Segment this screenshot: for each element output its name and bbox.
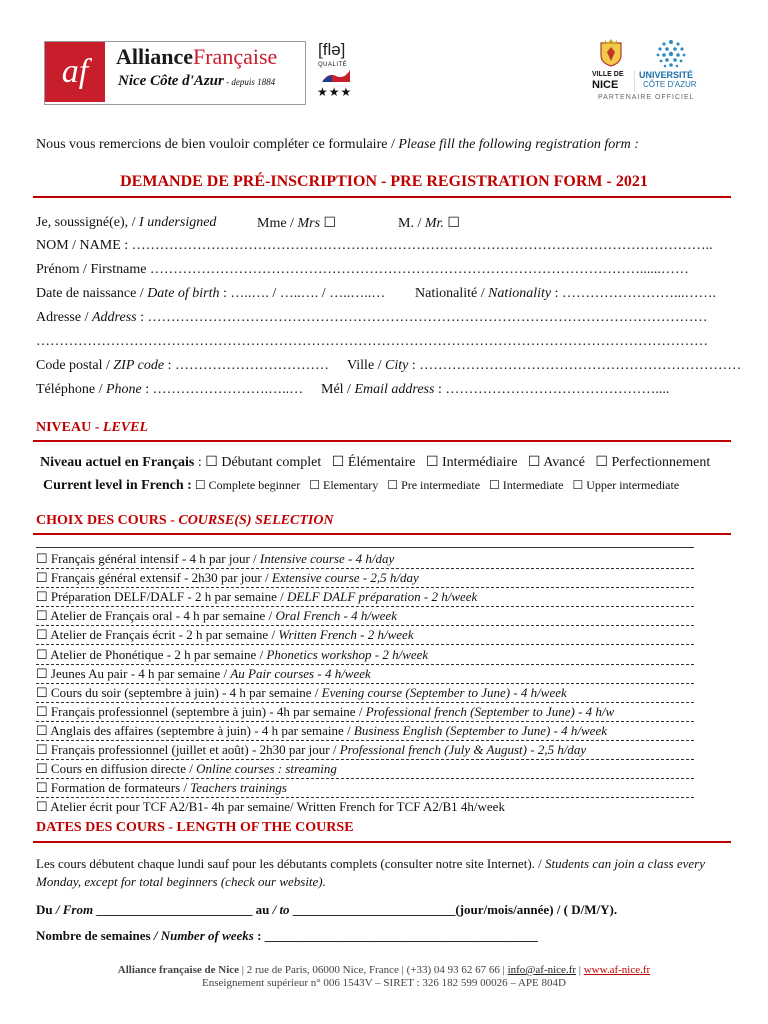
course-option[interactable] [36, 741, 694, 760]
af-city-text: Nice Côte d'Azur [118, 73, 224, 89]
tel-en: Phone [105, 382, 142, 397]
mr-checkbox[interactable]: ☐ [447, 216, 460, 231]
intro-text [36, 137, 639, 153]
course-checkbox[interactable]: ☐ [36, 551, 51, 566]
french-flag-icon [322, 70, 350, 82]
course-label-en: Business English (September to June) - 4 h/week [353, 722, 607, 738]
level-en-label: Current level in French [43, 478, 184, 493]
city-field[interactable] [347, 358, 741, 374]
weeks-en: / Number of weeks [153, 928, 254, 943]
course-label-fr: Préparation DELF/DALF - 2 h par semaine / [50, 589, 288, 605]
level-title-fr: NIVEAU - [36, 420, 103, 435]
tel-fr: Téléphone / [36, 382, 106, 397]
level-en-row: Current level in French : ☐ Complete beginner ☐ Elementary ☐ Pre intermediate ☐ Intermediate ☐ Upper intermediate [43, 478, 680, 493]
date-format-fr: (jour/mois/année) [455, 902, 557, 917]
course-label-fr: Français professionnel (juillet et août) - 2h30 par jour / [50, 742, 340, 757]
level-option-avance[interactable]: ☐ Avancé [527, 455, 585, 470]
level-option-label: Elementary [322, 478, 379, 492]
mail-fr: Mél / [321, 382, 355, 397]
nat-fr: Nationalité / [415, 286, 489, 301]
af-logo-city [118, 73, 275, 90]
undersigned-en: I undersigned [139, 215, 217, 230]
level-option-complete-beginner[interactable]: ☐ Complete beginner [194, 478, 301, 492]
af-since-text: - depuis 1884 [223, 77, 276, 87]
dates-text-fr: Les cours débutent chaque lundi sauf pour les débutants complets (consulter notre site Internet). / [36, 856, 546, 871]
course-checkbox[interactable]: ☐ [36, 799, 51, 815]
course-label-en: Professional french (September to June) - 4 h/w [365, 703, 615, 719]
course-label-en: Extensive course - 2,5 h/day [271, 570, 419, 586]
course-option[interactable] [36, 703, 694, 722]
course-checkbox[interactable]: ☐ [36, 742, 51, 757]
dob-fr: Date de naissance / [36, 286, 148, 301]
course-option[interactable] [36, 798, 694, 816]
nat-en: Nationality [488, 286, 552, 301]
course-checkbox[interactable]: ☐ [36, 589, 51, 605]
addr-dots: : ………………………………………………………………………………………………………… [136, 310, 708, 325]
fle-logo: [flə] [318, 40, 346, 59]
universite-name: UNIVERSITÉ [639, 70, 694, 80]
af-logo-mark: af [45, 42, 105, 102]
level-option-pre-intermediate[interactable]: ☐ Pre intermediate [387, 478, 481, 492]
course-label-en: Professional french (July & August) - 2,5 h/day [339, 742, 587, 757]
course-checkbox[interactable]: ☐ [36, 665, 51, 681]
addr-fr: Adresse / [36, 310, 92, 325]
mme-option[interactable] [257, 215, 336, 232]
city-en: City [385, 358, 409, 373]
name-field[interactable]: NOM / NAME : …………………………………………………………………………………………………………….. [36, 238, 713, 253]
level-option-label: Élémentaire [347, 455, 416, 470]
course-label-fr: Français général intensif - 4 h par jour / [50, 551, 260, 566]
level-option-label: Pre intermediate [401, 478, 481, 492]
courses-title-fr: CHOIX DES COURS - [36, 513, 179, 528]
course-label-fr: Français général extensif - 2h30 par jour / [50, 570, 272, 586]
course-label-en: Oral French - 4 h/week [275, 608, 397, 624]
universite-subname: CÔTE D'AZUR [643, 80, 697, 89]
course-checkbox[interactable]: ☐ [36, 646, 51, 662]
nice-crest-icon [596, 37, 626, 67]
courses-table-top [36, 547, 694, 548]
level-option-label: Débutant complet [221, 455, 322, 470]
course-option[interactable] [36, 588, 694, 607]
city-fr: Ville / [347, 358, 386, 373]
mr-en: Mr. [424, 216, 444, 231]
dob-en: Date of birth [147, 286, 220, 301]
course-label-en: Au Pair courses - 4 h/week [230, 665, 371, 681]
course-label-fr: Français professionnel (septembre à juin) - 4h par semaine / [50, 703, 366, 719]
dates-text-en: Students can join a class every Monday, except for total beginners (check our website). [36, 856, 705, 889]
weeks-row [36, 928, 538, 944]
level-option-label: Perfectionnement [611, 455, 711, 470]
courses-title-en: COURSE(S) SELECTION [178, 513, 334, 528]
course-option[interactable] [36, 569, 694, 588]
footer-email-link[interactable]: info@af-nice.fr [507, 964, 577, 976]
level-option-label: Complete beginner [208, 478, 301, 492]
date-range-row [36, 902, 617, 918]
course-label-en: Intensive course - 4 h/day [259, 551, 395, 566]
course-option[interactable] [36, 607, 694, 626]
level-section-title [36, 420, 148, 436]
level-option-perfectionnement[interactable]: ☐ Perfectionnement [595, 455, 711, 470]
course-checkbox[interactable]: ☐ [36, 722, 51, 738]
course-label-fr: Atelier écrit pour TCF A2/B1- 4h par semaine/ Written French for TCF A2/B1 4h/week [50, 799, 505, 815]
level-option-label: Intermédiaire [442, 455, 518, 470]
af-logo-name [116, 44, 277, 70]
footer-website-link[interactable]: www.af-nice.fr [583, 964, 651, 976]
course-option[interactable] [36, 722, 694, 741]
partner-label: PARTENAIRE OFFICIEL [598, 94, 695, 101]
level-option-intermediate[interactable]: ☐ Intermediate [489, 478, 564, 492]
level-rule [33, 440, 731, 442]
weeks-field[interactable]: : __________________________________________ [253, 928, 538, 943]
level-option-intermediaire[interactable]: ☐ Intermédiaire [425, 455, 518, 470]
af-name-part2: Française [193, 44, 278, 69]
course-label-fr: Atelier de Français oral - 4 h par semaine / [50, 608, 276, 624]
universite-logo-icon [654, 38, 688, 70]
course-label-en: Teachers trainings [190, 780, 287, 796]
level-option-elementaire[interactable]: ☐ Élémentaire [331, 455, 416, 470]
zip-fr: Code postal / [36, 358, 114, 373]
from-fr: Du [36, 902, 56, 917]
af-name-part1: Alliance [116, 44, 193, 69]
level-option-label: Avancé [543, 455, 585, 470]
course-option[interactable] [36, 760, 694, 779]
course-option[interactable] [36, 665, 694, 684]
level-option-label: Upper intermediate [586, 478, 680, 492]
footer-separator: | [576, 964, 584, 976]
tel-dots: : …………………….…..… [141, 382, 304, 397]
dates-section-title: DATES DES COURS - LENGTH OF THE COURSE [36, 820, 354, 835]
to-en: / to [272, 902, 290, 917]
level-fr-row: Niveau actuel en Français : ☐ Débutant complet ☐ Élémentaire ☐ Intermédiaire ☐ Avancé ☐ Perfectionnement [40, 455, 711, 470]
zip-dots: : …………………………… [164, 358, 329, 373]
course-checkbox[interactable]: ☐ [36, 627, 51, 643]
course-option[interactable] [36, 684, 694, 703]
courses-section-title [36, 513, 334, 529]
level-option-upper-intermediate[interactable]: ☐ Upper intermediate [572, 478, 680, 492]
to-fr: au [255, 902, 273, 917]
course-option[interactable] [36, 779, 694, 798]
course-checkbox[interactable]: ☐ [36, 703, 51, 719]
course-label-fr: Formation de formateurs / [50, 780, 191, 796]
course-label-en: Phonetics workshop - 2 h/week [266, 646, 429, 662]
form-title: DEMANDE DE PRÉ-INSCRIPTION - PRE REGISTRATION FORM - 2021 [120, 173, 648, 190]
level-option-elementary[interactable]: ☐ Elementary [309, 478, 379, 492]
city-dots: : …………………………………………………………… [408, 358, 742, 373]
course-checkbox[interactable]: ☐ [36, 570, 51, 586]
course-checkbox[interactable]: ☐ [36, 761, 51, 777]
footer-org: Alliance française de Nice [117, 964, 240, 976]
nice-city-label: VILLE DE [592, 71, 624, 78]
fle-quality-label: QUALITÉ [318, 62, 348, 68]
mail-en: Email address [354, 382, 435, 397]
firstname-field[interactable]: Prénom / Firstname ……………………………………………………………………………………………......…… [36, 262, 689, 277]
level-title-en: LEVEL [102, 420, 149, 435]
addr-en: Address [92, 310, 137, 325]
level-option-debutant[interactable]: ☐ Débutant complet [205, 455, 322, 470]
course-label-fr: Atelier de Phonétique - 2 h par semaine / [50, 646, 267, 662]
footer-legal: Enseignement supérieur n° 006 1543V – SIRET : 326 182 599 00026 – APE 804D [202, 977, 566, 989]
course-label-fr: Anglais des affaires (septembre à juin) - 4 h par semaine / [50, 722, 354, 738]
nice-city-name: NICE [592, 79, 619, 91]
address-field[interactable] [36, 310, 707, 326]
fle-stars: ★★★ [317, 85, 353, 99]
footer-address: | 2 rue de Paris, 06000 Nice, France | (+33) 04 93 62 67 66 | [239, 964, 508, 976]
level-option-label: Intermediate [502, 478, 564, 492]
undersigned-fr: Je, soussigné(e), / [36, 215, 140, 230]
mr-fr: M. / [398, 216, 425, 231]
course-option[interactable] [36, 550, 694, 569]
title-rule [33, 196, 731, 198]
footer-contact [0, 964, 768, 976]
intro-fr: Nous vous remercions de bien vouloir compléter ce formulaire / [36, 137, 399, 152]
mail-dots: : ……………………………………….... [434, 382, 670, 397]
course-label-fr: Atelier de Français écrit - 2 h par semaine / [50, 627, 279, 643]
date-format-en: / ( D/M/Y). [556, 902, 618, 917]
level-fr-label: Niveau actuel en Français [40, 455, 195, 470]
course-label-en: Online courses : streaming [196, 761, 337, 777]
course-label-en: DELF DALF préparation - 2 h/week [287, 589, 478, 605]
nationality-field[interactable] [415, 286, 716, 302]
course-label-fr: Cours en diffusion directe / [50, 761, 197, 777]
course-label-fr: Cours du soir (septembre à juin) - 4 h par semaine / [50, 684, 322, 700]
phone-field[interactable] [36, 382, 303, 398]
mr-option[interactable] [398, 215, 460, 232]
nat-dots: : ……………………...……. [551, 286, 716, 301]
logo-divider [634, 70, 635, 92]
dob-field[interactable] [36, 286, 385, 302]
course-label-en: Evening course (September to June) - 4 h/week [321, 684, 567, 700]
from-en: / From [55, 902, 94, 917]
intro-en: Please fill the following registration form : [398, 137, 639, 152]
zip-en: ZIP code [113, 358, 165, 373]
course-checkbox[interactable]: ☐ [36, 684, 51, 700]
course-checkbox[interactable]: ☐ [36, 780, 51, 796]
mme-en: Mrs [297, 216, 321, 231]
mme-fr: Mme / [257, 216, 298, 231]
dob-dots: : …..…. / …..…. / …..…..… [219, 286, 386, 301]
address-line2-field[interactable]: ……………………………………………………………………………………………………………………………… [36, 334, 708, 349]
course-label-fr: Jeunes Au pair - 4 h par semaine / [50, 665, 231, 681]
weeks-fr: Nombre de semaines [36, 928, 154, 943]
dates-rule [33, 841, 731, 843]
undersigned-label [36, 215, 216, 231]
email-field[interactable] [321, 382, 669, 398]
course-checkbox[interactable]: ☐ [36, 608, 51, 624]
from-date-field[interactable]: ________________________ [93, 902, 256, 917]
course-option[interactable] [36, 626, 694, 645]
zip-field[interactable] [36, 358, 329, 374]
courses-rule [33, 533, 731, 535]
dates-info-text [36, 855, 736, 891]
course-option[interactable] [36, 646, 694, 665]
course-label-en: Written French - 2 h/week [278, 627, 414, 643]
mme-checkbox[interactable]: ☐ [323, 216, 337, 231]
to-date-field[interactable]: _________________________ [289, 902, 456, 917]
